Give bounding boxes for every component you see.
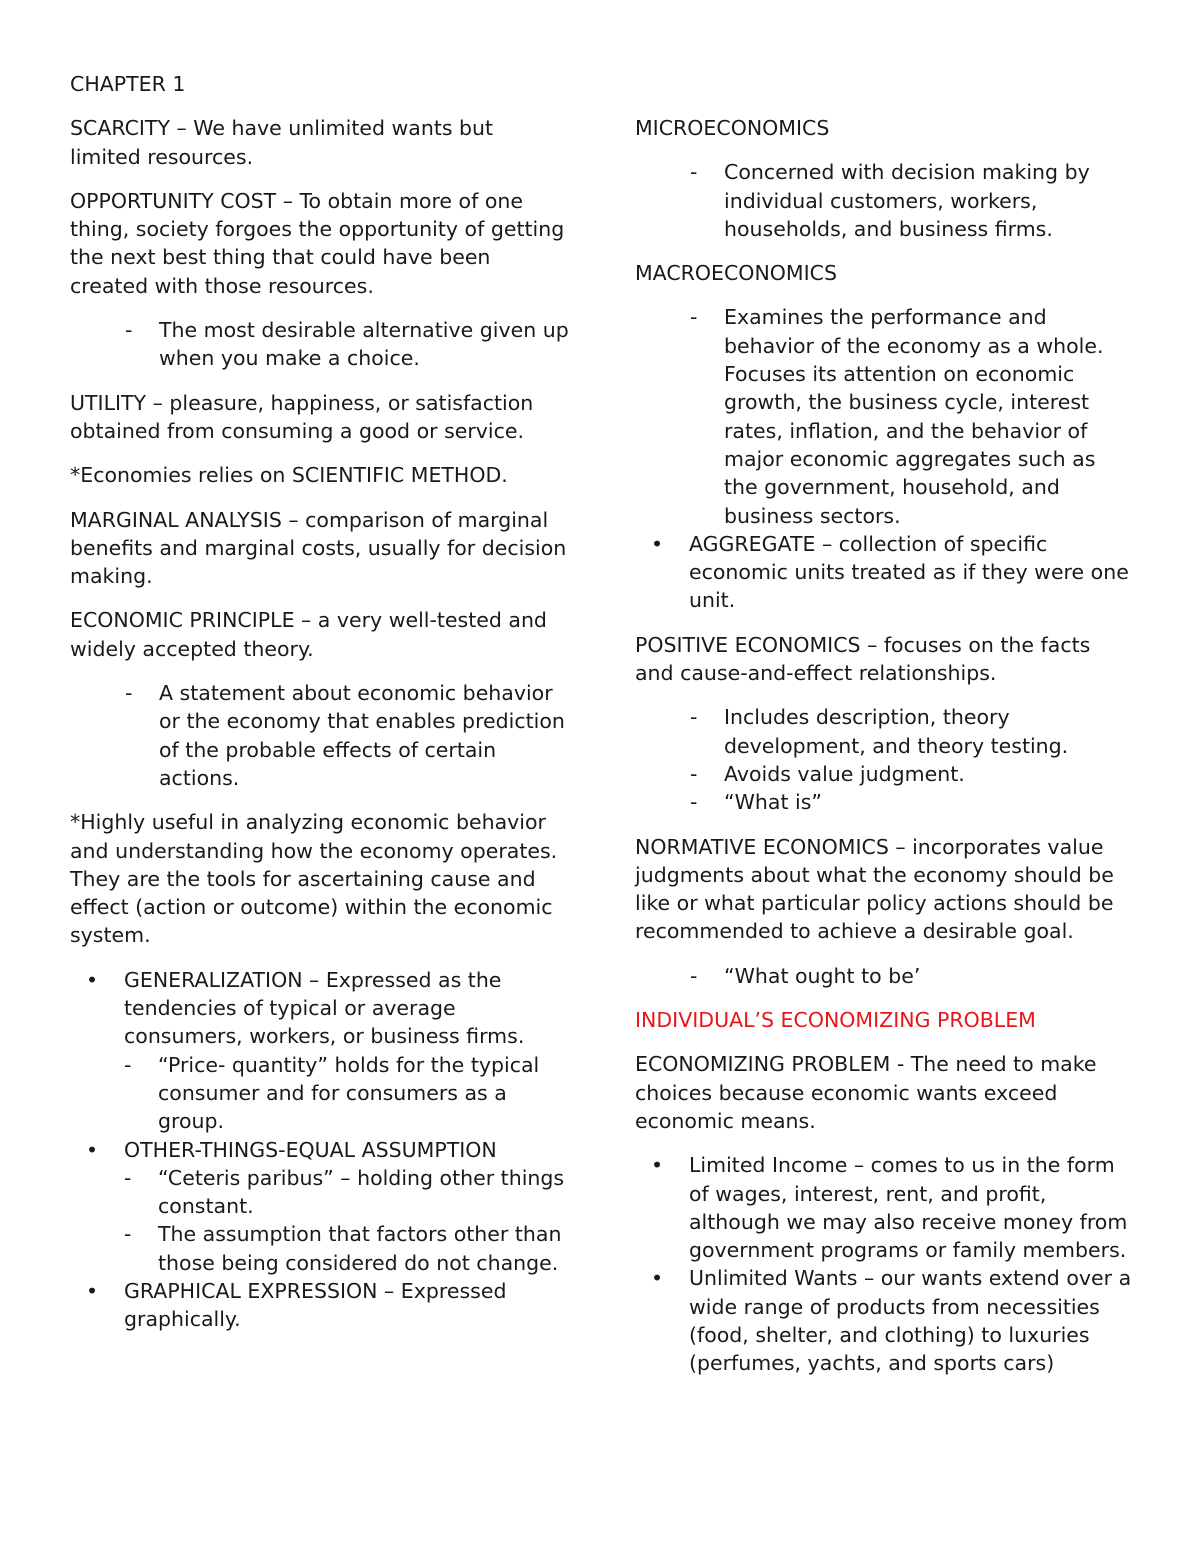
opportunity-cost-dash-list	[125, 316, 570, 373]
macroeconomics-title: MACROECONOMICS	[635, 261, 837, 286]
microeconomics-dash-list	[690, 158, 1135, 243]
economic-principle-definition: ECONOMIC PRINCIPLE – a very well-tested and widely accepted theory.	[70, 608, 547, 661]
list-item: - The assumption that factors other than those being considered do not change.	[124, 1220, 570, 1277]
principle-forms-bullet-list	[70, 966, 570, 1334]
right-column	[635, 114, 1135, 1394]
utility-definition: UTILITY – pleasure, happiness, or satisfaction obtained from consuming a good or service.	[70, 390, 534, 443]
list-item: - The most desirable alternative given up when you make a choice.	[125, 316, 570, 373]
left-column	[70, 70, 570, 1350]
dash-sublist	[124, 1051, 570, 1136]
list-item: - “Ceteris paribus” – holding other things constant.	[124, 1164, 570, 1221]
list-item: - Includes description, theory development, and theory testing.	[690, 703, 1135, 760]
list-item: - Concerned with decision making by individual customers, workers, households, and business firms.	[690, 158, 1135, 243]
normative-economics-definition: NORMATIVE ECONOMICS – incorporates value judgments about what the economy should be like or what particular policy actions should be recommended to achieve a desirable goal.	[635, 834, 1114, 944]
list-item: - “What is”	[690, 788, 1135, 816]
microeconomics-title: MICROECONOMICS	[635, 116, 830, 140]
economizing-problem-definition: ECONOMIZING PROBLEM - The need to make choices because economic wants exceed economic means.	[635, 1052, 1097, 1133]
list-item: - A statement about economic behavior or the economy that enables prediction of the probable effects of certain actions.	[125, 679, 570, 792]
list-item	[70, 1277, 570, 1334]
list-item: • Unlimited Wants – our wants extend over a wide range of products from necessities (food, shelter, and clothing) to luxuries (perfumes, yachts, and sports cars)	[635, 1264, 1135, 1377]
highly-useful-note: *Highly useful in analyzing economic behavior and understanding how the economy operates. They are the tools for ascertaining cause and effect (action or outcome) within the economic system.	[70, 810, 558, 948]
list-item	[70, 966, 570, 1136]
normative-economics-dash-list	[690, 962, 1135, 990]
dash-sublist	[124, 1164, 570, 1277]
list-item: - Avoids value judgment.	[690, 760, 1135, 788]
bullet-text: GRAPHICAL EXPRESSION – Expressed graphically.	[124, 1278, 507, 1332]
list-item: • Limited Income – comes to us in the form of wages, interest, rent, and profit, although we may also receive money from government programs or family members.	[635, 1151, 1135, 1264]
positive-economics-dash-list	[690, 703, 1135, 816]
scientific-method-note: *Economies relies on SCIENTIFIC METHOD.	[70, 463, 508, 488]
opportunity-cost-definition: OPPORTUNITY COST – To obtain more of one thing, society forgoes the opportunity of getting the next best thing that could have been created with those resources.	[70, 188, 565, 298]
list-item	[70, 1136, 570, 1277]
aggregate-bullet-list	[635, 530, 1135, 615]
positive-economics-definition: POSITIVE ECONOMICS – focuses on the facts and cause-and-effect relationships.	[635, 632, 1091, 686]
bullet-text: GENERALIZATION – Expressed as the tendencies of typical or average consumers, workers, or business firms.	[124, 967, 525, 1049]
chapter-title: CHAPTER 1	[70, 72, 186, 96]
scarcity-definition: SCARCITY – We have unlimited wants but limited resources.	[70, 116, 494, 169]
macroeconomics-dash-list	[690, 303, 1135, 529]
economizing-problem-heading: INDIVIDUAL’S ECONOMIZING PROBLEM	[635, 1008, 1036, 1033]
economizing-bullet-list	[635, 1151, 1135, 1377]
list-item: - “What ought to be’	[690, 962, 1135, 990]
marginal-analysis-definition: MARGINAL ANALYSIS – comparison of marginal benefits and marginal costs, usually for decision making.	[70, 507, 567, 589]
list-item: - “Price- quantity” holds for the typical consumer and for consumers as a group.	[124, 1051, 570, 1136]
list-item: - Examines the performance and behavior of the economy as a whole. Focuses its attention on economic growth, the business cycle, interest rates, inflation, and the behavior of major economic aggregates such as the government, household, and business sectors.	[690, 303, 1135, 529]
list-item: • AGGREGATE – collection of specific economic units treated as if they were one unit.	[635, 530, 1135, 615]
bullet-text: OTHER-THINGS-EQUAL ASSUMPTION	[124, 1137, 497, 1162]
economic-principle-dash-list	[125, 679, 570, 792]
